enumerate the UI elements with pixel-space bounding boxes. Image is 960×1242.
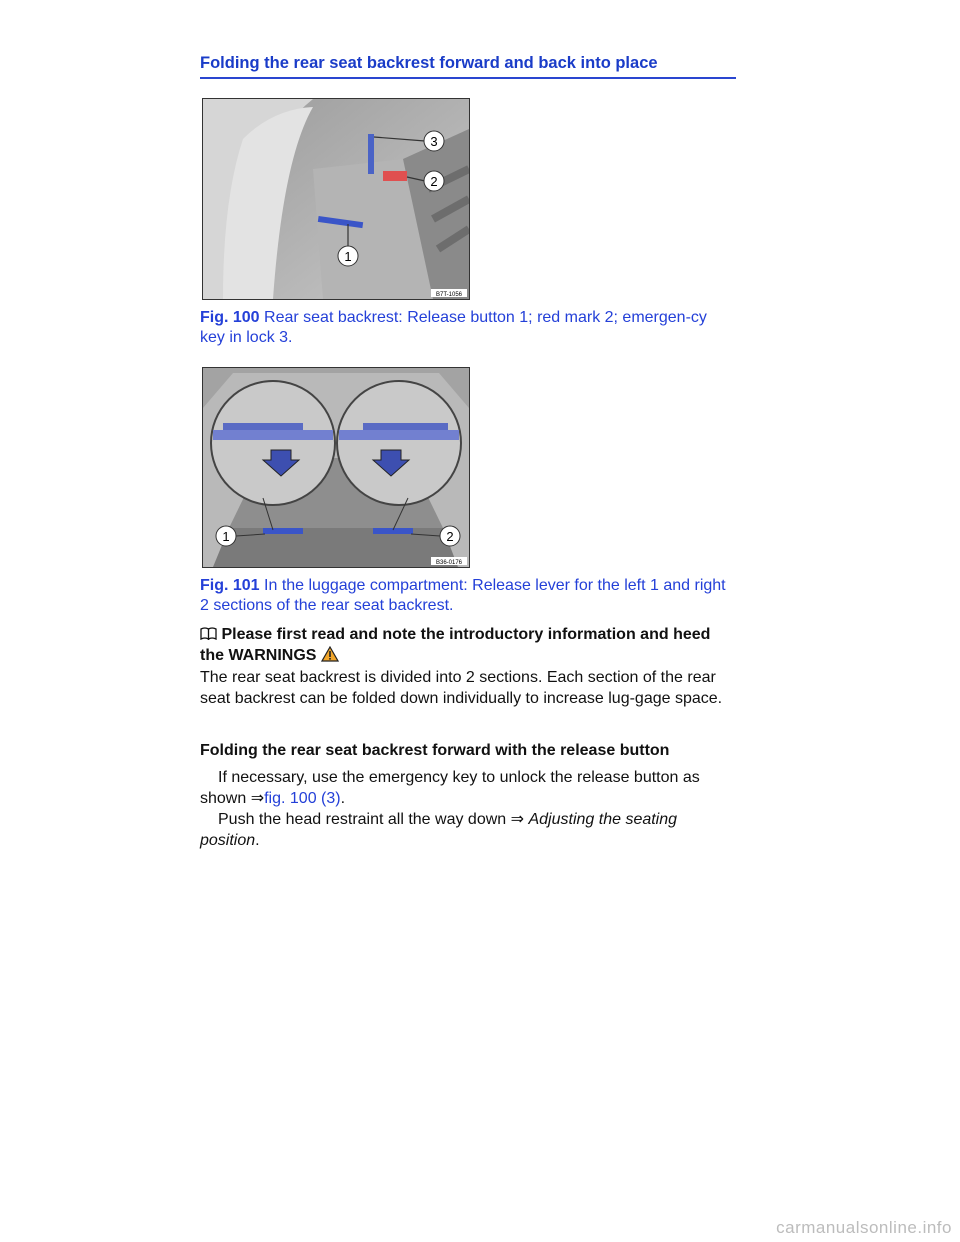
figure-code: B36-0176 xyxy=(435,560,463,566)
step-1-text: If necessary, use the emergency key to unlock the release button as shown xyxy=(200,769,700,807)
page-title: Folding the rear seat backrest forward and back into place xyxy=(200,54,736,79)
figure-code: B7T-1056 xyxy=(435,292,463,298)
figure-101-label: Fig. 101 xyxy=(200,577,260,594)
step-2-text: Push the head restraint all the way down xyxy=(218,811,511,828)
rear-seat-backrest-illustration xyxy=(203,99,469,299)
warning-triangle-icon[interactable] xyxy=(321,646,339,662)
callout-1: 1 xyxy=(222,529,230,544)
figure-100-label: Fig. 100 xyxy=(200,309,260,326)
notice-text: Please first read and note the introductory information and heed the WARNINGS xyxy=(200,626,711,664)
fig-100-link[interactable]: fig. 100 (3) xyxy=(264,790,341,807)
book-icon xyxy=(200,627,217,640)
figure-101-caption-text: In the luggage compartment: Release lever for the left 1 and right 2 sections of the rear seat backrest. xyxy=(200,577,726,614)
adjusting-seating-link[interactable]: Adjusting the seating position xyxy=(200,811,678,849)
callout-2: 2 xyxy=(430,174,438,189)
luggage-compartment-illustration xyxy=(203,368,469,567)
callout-2: 2 xyxy=(446,529,454,544)
figure-100-caption-text: Rear seat backrest: Release button 1; red mark 2; emergen-cy key in lock 3. xyxy=(200,309,707,346)
figure-101-caption xyxy=(200,576,736,616)
intro-paragraph: The rear seat backrest is divided into 2 sections. Each section of the rear seat backrest can be folded down individually to increase lug-gage space. xyxy=(200,669,723,707)
figure-100-image xyxy=(202,98,470,300)
callout-1: 1 xyxy=(344,249,352,264)
step-1: If necessary, use the emergency key to unlock the release button as shown ⇒fig. 100 (3). xyxy=(200,769,700,807)
footer-watermark: carmanualsonline.info xyxy=(776,1218,952,1237)
arrow-icon: ⇒ xyxy=(510,811,525,828)
figure-100-caption xyxy=(200,308,736,348)
arrow-icon: ⇒ xyxy=(250,790,265,807)
step-2: Push the head restraint all the way down ⇒ Adjusting the seating position. xyxy=(200,811,678,849)
figure-101-image xyxy=(202,367,470,568)
callout-3: 3 xyxy=(430,134,438,149)
section-subheading: Folding the rear seat backrest forward with the release button xyxy=(200,742,670,759)
notice-block xyxy=(200,624,736,666)
